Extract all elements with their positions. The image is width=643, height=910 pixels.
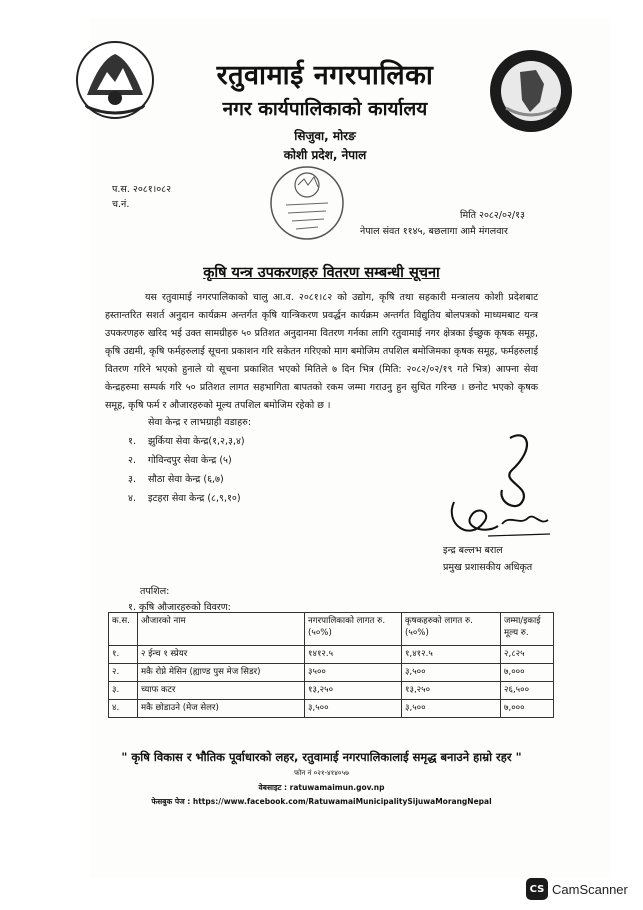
notice-body: यस रतुवामाई नगरपालिकाको चालु आ.व. २०८१।८२ को उद्योग, कृषि तथा सहकारी मन्त्रालय कोशी प्रदेशबाट हस्तान्तरित सशर्त अनुदान कार्यक्रम अन्तर्गत कृषि यान्त्रिकरण प्रवर्द्धन कार्यक्रम अन्तर्गत विद्युतिय बोलपत्रको माध्यमबाट यन्त्र उपकरणहरु खरिद भई उक्त सामग्रीहरु ५० प्रतिशत अनुदानमा वितरण गर्नका लागि रतुवामाई नगर क्षेत्रका ईच्छुक कृषक समूह, कृषि उद्यमी, कृषि फर्महरुलाई सूचना प्रकाशन गरि सकेतन गरिएको माग बमोजिम तपशिल बमोजिमका कृषक समूह, फर्महरुलाई वितरण गरिने भएको हुनाले यो सूचना प्रकाशित भएको मितिले ७ दिन भित्र (मिति: २०८२/०२/१९ गते भित्र) आफ्ना सेवा केन्द्रहरुमा सम्पर्क गरि ५० प्रतिशत लागत सहभागिता बापतको रकम जम्मा गराउनु हुन सुचित गरिन्छ । छनोट भएको कृषक समूह, कृषि फर्म र औजारहरुको मूल्य तपशिल बमोजिम रहेको छ । — [105, 292, 538, 411]
service-centers-heading: सेवा केन्द्र र लाभग्राही वडाहरु: — [148, 417, 252, 428]
table-header-row — [109, 613, 554, 646]
camscanner-logo-icon: CS — [526, 878, 548, 900]
table-row: २. मकै रोप्ने मेसिन (ह्याण्ड पुस मेज सिडर) ३५०० ३,५०० ७,००० — [109, 664, 554, 682]
footer-website: वेबसाइट : ratuwamaimun.gov.np — [258, 783, 385, 792]
government-emblem-icon — [75, 40, 155, 120]
footer-facebook: फेसबुक पेज : https://www.facebook.com/RatuwamaiMunicipalitySijuwaMorangNepal — [151, 797, 492, 806]
details-subheading: १. कृषि औजारहरुको विवरण: — [128, 602, 231, 613]
footer-phone: फोन नं ०२१-४१४०५७ — [294, 769, 349, 777]
signatory-role: प्रमुख प्रशासकीय अधिकृत — [443, 562, 533, 573]
equipment-table — [108, 612, 554, 718]
address-line-2: कोशी प्रदेश, नेपाल — [283, 148, 367, 162]
table-row: ४. मकै छोडाउने (मेज सेलर) ३,५०० ३,५०० ७,००० — [109, 700, 554, 718]
list-item: १. झुर्किया सेवा केन्द्र(१,२,३,४) — [128, 436, 245, 447]
notice-title: कृषि यन्त्र उपकरणहरु वितरण सम्बन्धी सूचना — [203, 265, 440, 281]
list-item: ३. सौठा सेवा केन्द्र (६,७) — [128, 474, 224, 485]
column-header: नगरपालिकाको लागत रु. (५०%) — [305, 613, 402, 646]
list-item: २. गोविन्दपुर सेवा केन्द्र (५) — [128, 455, 232, 466]
column-header: औजारको नाम — [138, 613, 305, 646]
date: मिति २०८२/०२/१३ — [460, 210, 525, 221]
municipality-name: रतुवामाई नगरपालिका — [216, 60, 434, 91]
list-item: ४. इटहरा सेवा केन्द्र (८,९,१०) — [128, 493, 241, 504]
column-header: कृषकहरुको लागत रु. (५०%) — [402, 613, 501, 646]
table-row: ३. च्याफ कटर १३,२५० १३,२५० २६,५०० — [109, 682, 554, 700]
signature-icon — [440, 430, 560, 545]
office-stamp-icon — [268, 163, 346, 243]
details-label: तपशिल: — [140, 586, 170, 597]
camscanner-label: CamScanner — [552, 881, 628, 897]
camscanner-watermark — [526, 878, 628, 900]
dispatch-number: च.नं. — [112, 199, 130, 210]
column-header: जम्मा/इकाई मूल्य रु. — [501, 613, 554, 646]
municipality-logo-icon — [490, 50, 572, 132]
column-header: क.स. — [109, 613, 138, 646]
nepal-sambat-date: नेपाल संवत ११४५, बछलागा आमै मंगलवार — [360, 226, 508, 237]
footer-motto: " कृषि विकास र भौतिक पूर्वाधारको लहर, रतुवामाई नगरपालिकालाई समृद्ध बनाउने हाम्रो रहर " — [121, 750, 522, 764]
service-centers-list — [128, 432, 245, 508]
reference-number: प.स. २०८१।०८२ — [112, 184, 172, 195]
address-line-1: सिजुवा, मोरङ — [294, 129, 356, 143]
signatory-name: इन्द्र बल्लभ बराल — [443, 545, 503, 556]
office-name: नगर कार्यपालिकाको कार्यालय — [222, 98, 428, 120]
table-row: १. २ ईन्च १ स्प्रेयर १४१२.५ १,४१२.५ २,८२५ — [109, 646, 554, 664]
